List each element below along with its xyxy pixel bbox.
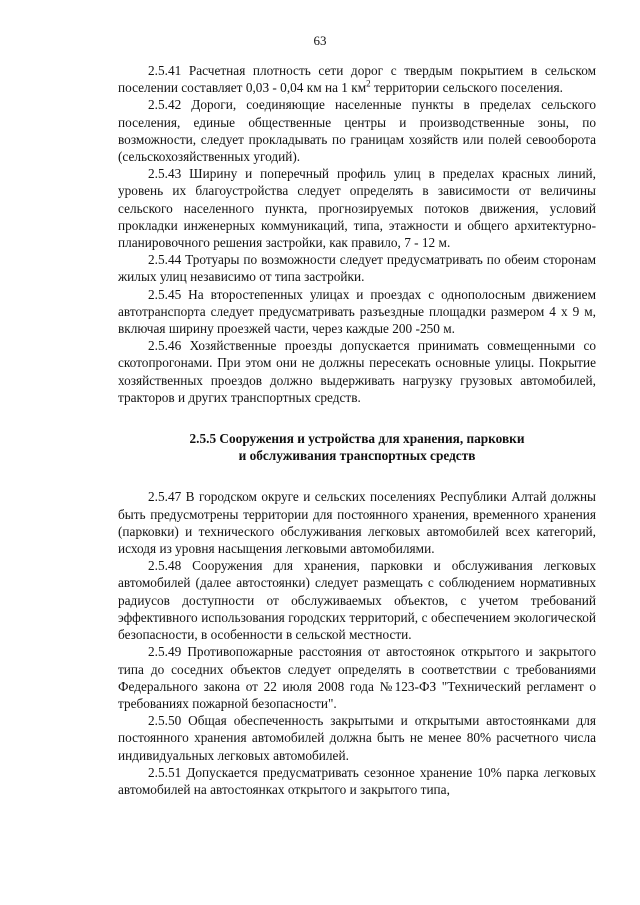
paragraph-2-5-48: 2.5.48 Сооружения для хранения, парковки и обслуживания легковых автомобилей (далее автостоянки) следует размещать с соблюдением нормативных радиусов доступности от обслуживаемых объектов, с учетом требований эффективного использования городских территорий, с обеспечением экологической безопасности, в особенности в сельской местности.: [118, 558, 596, 643]
section-heading-line-2: и обслуживания транспортных средств: [238, 448, 476, 464]
paragraph-2-5-47: 2.5.47 В городском округе и сельских поселениях Республики Алтай должны быть предусмотрены территории для постоянного хранения, временного хранения (парковки) и технического обслуживания легковых автомобилей всех категорий, исходя из уровня насыщения легковыми автомобилями.: [118, 489, 596, 557]
paragraph-2-5-44: 2.5.44 Тротуары по возможности следует предусматривать по обеим сторонам жилых улиц независимо от типа застройки.: [118, 252, 596, 285]
paragraph-2-5-45: 2.5.45 На второстепенных улицах и проездах с однополосным движением автотранспорта следует предусматривать разъездные площадки размером 4 х 9 м, включая ширину проезжей части, через каждые 200 -250 м.: [118, 286, 596, 337]
paragraph-2-5-41-text-end: территории сельского поселения.: [370, 80, 563, 96]
paragraph-2-5-49: 2.5.49 Противопожарные расстояния от автостоянок открытого и закрытого типа до соседних объектов следует определять в соответствии с требованиями Федерального закона от 22 июля 2008 года №123-ФЗ "Технический регламент о требованиях пожарной безопасности".: [118, 644, 596, 711]
paragraph-2-5-41: [118, 62, 596, 96]
paragraph-2-5-50: 2.5.50 Общая обеспеченность закрытыми и открытыми автостоянками для постоянного хранения автомобилей должна быть не менее 80% расчетного числа индивидуальных легковых автомобилей.: [118, 713, 596, 763]
page-content: [118, 62, 596, 798]
section-heading-line-1: 2.5.5 Сооружения и устройства для хранения, парковки: [189, 431, 525, 447]
page-number: 63: [313, 33, 327, 48]
paragraph-2-5-51: 2.5.51 Допускается предусматривать сезонное хранение 10% парка легковых автомобилей на автостоянках открытого и закрытого типа,: [118, 764, 596, 797]
superscript: 2: [366, 78, 371, 89]
paragraph-2-5-43: 2.5.43 Ширину и поперечный профиль улиц в пределах красных линий, уровень их благоустройства следует определять в зависимости от величины сельского населенного пункта, прогнозируемых потоков движения, условий прокладки инженерных коммуникаций, типа, этажности и общего архитектурно-планировочного решения застройки, как правило, 7 - 12 м.: [118, 166, 596, 251]
paragraph-2-5-41-text: 2.5.41 Расчетная плотность сети дорог с твердым покрытием в сельском поселении составляет 0,03 - 0,04 км на 1 км: [118, 63, 596, 96]
section-heading: [118, 430, 596, 464]
paragraph-2-5-46: 2.5.46 Хозяйственные проезды допускается принимать совмещенными со скотопрогонами. При этом они не должны пересекать основные улицы. Покрытие хозяйственных проездов должно выдерживать нагрузку грузовых автомобилей, тракторов и других транспортных средств.: [118, 338, 596, 405]
paragraph-2-5-42: 2.5.42 Дороги, соединяющие населенные пункты в пределах сельского поселения, единые общественные центры и производственные зоны, по возможности, следует прокладывать по границам хозяйств или полей севооборота (сельскохозяйственных угодий).: [118, 97, 596, 165]
